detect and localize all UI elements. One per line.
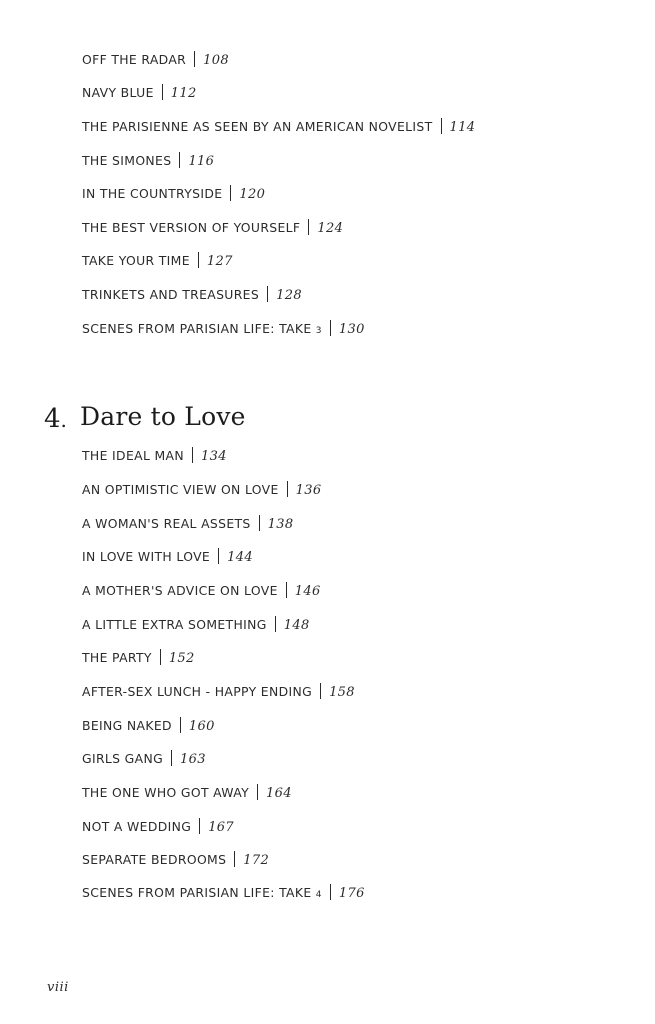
separator-bar — [330, 320, 331, 336]
toc-entry-title-number: 4 — [315, 890, 322, 900]
toc-entry — [82, 50, 229, 70]
toc-entry — [82, 648, 195, 668]
separator-bar — [234, 851, 235, 867]
toc-entry — [82, 117, 475, 137]
toc-entry — [82, 850, 269, 870]
toc-entry-title: THE PARISIENNE AS SEEN BY AN AMERICAN NOVELIST — [82, 119, 433, 134]
separator-bar — [441, 118, 442, 134]
toc-entry-page-number: 124 — [317, 221, 344, 236]
toc-entry — [82, 184, 265, 204]
toc-entry-title — [82, 885, 322, 900]
toc-entry-page-number: 114 — [449, 120, 476, 135]
toc-entry-title: AN OPTIMISTIC VIEW ON LOVE — [82, 482, 279, 497]
toc-entry-page-number: 112 — [170, 86, 197, 101]
toc-entry-title: THE PARTY — [82, 650, 152, 665]
separator-bar — [179, 152, 180, 168]
separator-bar — [259, 515, 260, 531]
toc-entry-title-text: SCENES FROM PARISIAN LIFE: TAKE — [82, 321, 312, 336]
toc-entry-page-number: 108 — [203, 53, 230, 68]
toc-entry-title-number: 3 — [315, 326, 322, 336]
toc-entry — [82, 615, 310, 635]
toc-entry-title: TRINKETS AND TREASURES — [82, 287, 260, 302]
toc-entry-title: THE BEST VERSION OF YOURSELF — [82, 220, 301, 235]
toc-entry-title: THE SIMONES — [82, 153, 172, 168]
toc-entry-page-number: 128 — [276, 288, 302, 303]
toc-entry — [82, 581, 321, 601]
toc-entry-page-number: 136 — [295, 483, 322, 498]
separator-bar — [330, 884, 331, 900]
toc-entry-page-number: 176 — [338, 886, 365, 901]
toc-entry — [82, 446, 227, 466]
toc-entry-title: THE IDEAL MAN — [82, 448, 184, 463]
toc-entry-title: IN THE COUNTRYSIDE — [82, 186, 223, 201]
toc-entry-title: GIRLS GANG — [82, 751, 164, 766]
chapter-title: Dare to Love — [80, 402, 246, 431]
toc-entry-title: A MOTHER'S ADVICE ON LOVE — [82, 583, 278, 598]
separator-bar — [198, 252, 199, 268]
separator-bar — [171, 750, 172, 766]
toc-entry-page-number: 116 — [188, 154, 215, 169]
toc-entry-title: OFF THE RADAR — [82, 52, 187, 67]
separator-bar — [286, 582, 287, 598]
toc-entry — [82, 682, 355, 702]
toc-entry — [82, 783, 292, 803]
separator-bar — [160, 649, 161, 665]
toc-entry-page-number: 120 — [239, 187, 266, 202]
toc-entry — [82, 151, 214, 171]
toc-entry — [82, 285, 302, 305]
toc-entry-page-number: 158 — [329, 685, 355, 700]
toc-entry-title: NAVY BLUE — [82, 85, 154, 100]
separator-bar — [192, 447, 193, 463]
toc-entry-page-number: 144 — [227, 550, 253, 565]
toc-entry — [82, 514, 294, 534]
toc-entry-page-number: 148 — [283, 618, 310, 633]
separator-bar — [194, 51, 195, 67]
toc-entry-title: IN LOVE WITH LOVE — [82, 549, 211, 564]
toc-entry-page-number: 164 — [266, 786, 292, 801]
toc-entry-page-number: 160 — [188, 719, 215, 734]
toc-entry-page-number: 130 — [338, 322, 365, 337]
toc-entry-page-number: 152 — [168, 651, 195, 666]
toc-entry-page-number: 163 — [180, 752, 206, 767]
toc-entry — [82, 716, 215, 736]
toc-entry-title: NOT A WEDDING — [82, 819, 192, 834]
separator-bar — [267, 286, 268, 302]
toc-entry — [82, 749, 206, 769]
separator-bar — [180, 717, 181, 733]
toc-entry-title: BEING NAKED — [82, 718, 172, 733]
toc-entry-title: SEPARATE BEDROOMS — [82, 852, 227, 867]
toc-entry-page-number: 172 — [243, 853, 270, 868]
toc-entry-title: A WOMAN'S REAL ASSETS — [82, 516, 251, 531]
toc-entry-title: A LITTLE EXTRA SOMETHING — [82, 617, 267, 632]
toc-entry — [82, 83, 197, 103]
chapter-number-digit: 4 — [44, 404, 61, 434]
separator-bar — [199, 818, 200, 834]
toc-entry-title-text: SCENES FROM PARISIAN LIFE: TAKE — [82, 885, 312, 900]
separator-bar — [320, 683, 321, 699]
toc-entry-title — [82, 321, 322, 336]
toc-entry — [82, 218, 343, 238]
separator-bar — [230, 185, 231, 201]
separator-bar — [162, 84, 163, 100]
separator-bar — [287, 481, 288, 497]
toc-entry-page-number: 167 — [208, 820, 235, 835]
toc-entry-page-number: 134 — [200, 449, 227, 464]
separator-bar — [275, 616, 276, 632]
toc-entry-page-number: 146 — [294, 584, 321, 599]
separator-bar — [218, 548, 219, 564]
separator-bar — [257, 784, 258, 800]
chapter-number-dot: . — [60, 408, 67, 432]
toc-entry — [82, 480, 322, 500]
page-folio: viii — [47, 980, 69, 995]
toc-entry — [82, 251, 233, 271]
separator-bar — [308, 219, 309, 235]
toc-entry-page-number: 138 — [267, 517, 294, 532]
toc-entry — [82, 883, 365, 903]
toc-entry-title: THE ONE WHO GOT AWAY — [82, 785, 250, 800]
toc-entry — [82, 547, 253, 567]
chapter-number — [44, 401, 67, 438]
toc-entry-title: AFTER-SEX LUNCH - HAPPY ENDING — [82, 684, 313, 699]
toc-entry-title: TAKE YOUR TIME — [82, 253, 190, 268]
toc-entry-page-number: 127 — [206, 254, 233, 269]
toc-entry — [82, 319, 365, 339]
toc-entry — [82, 817, 234, 837]
